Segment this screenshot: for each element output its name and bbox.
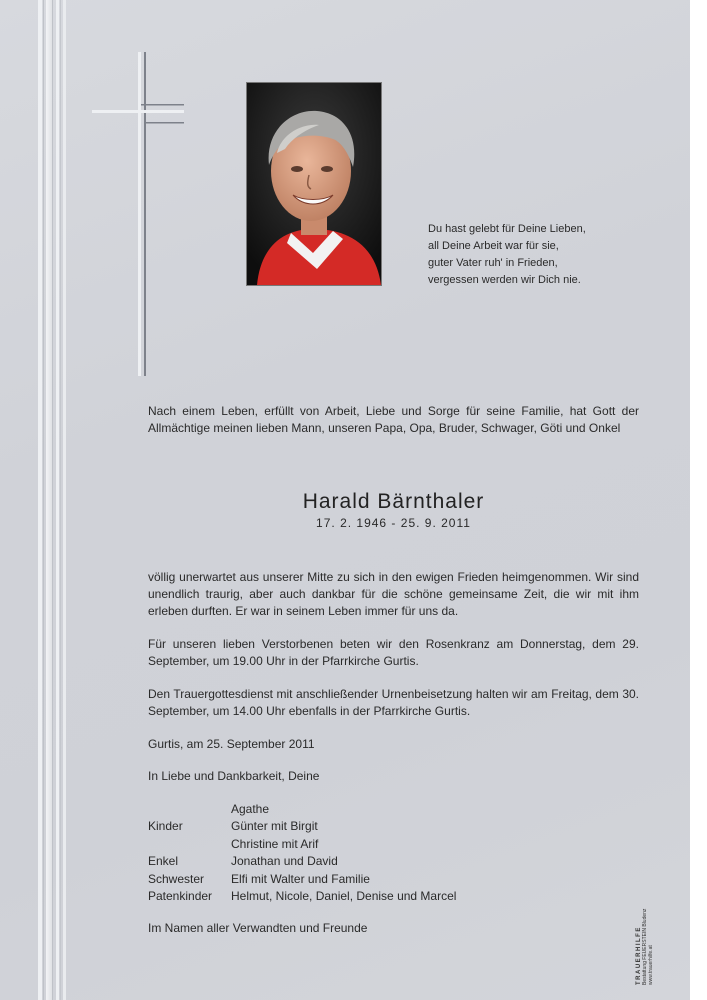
deceased-name: Harald Bärnthaler [302,490,485,513]
decorative-stripe [52,0,53,1000]
decorative-stripe [56,0,59,1000]
family-row [148,871,456,888]
family-label: Schwester [148,871,205,886]
family-name: Elfi mit Walter und Familie [231,871,370,886]
family-row [148,888,456,905]
poem-line: all Deine Arbeit war für sie, [428,240,559,252]
family-name: Agathe [231,802,270,816]
family-label: Enkel [148,854,179,869]
logo-brand: TRAUERHILFE [636,926,642,985]
family-row [148,836,456,853]
family-name: Christine mit Arif [231,836,319,851]
poem-line: vergessen werden wir Dich nie. [428,274,581,286]
family-row [148,853,456,870]
paragraph: Für unseren lieben Verstorbenen beten wir den Rosenkranz am Donnerstag, dem 29. September, um 19.00 Uhr in der Pfarrkirche Gurtis. [148,637,639,668]
family-name: Helmut, Nicole, Daniel, Denise und Marcel [231,888,457,903]
poem-line: guter Vater ruh' in Frieden, [428,257,558,269]
decorative-stripe [38,0,42,1000]
poem-line: Du hast gelebt für Deine Lieben, [428,223,586,235]
greeting: In Liebe und Dankbarkeit, Deine [148,769,320,783]
family-label: Kinder [148,819,183,834]
memorial-poem [428,221,658,289]
funeral-service-logo [636,870,666,985]
logo-line: www.trauerhilfe.at [648,945,654,985]
decorative-stripe [63,0,66,1000]
family-label [148,836,231,853]
decorative-stripe [60,0,61,1000]
announcement-body [148,569,639,736]
family-row [148,801,456,818]
family-name: Günter mit Birgit [231,819,318,834]
cross-icon [92,52,184,376]
closing-line: Im Namen aller Verwandten und Freunde [148,921,368,935]
intro-text: Nach einem Leben, erfüllt von Arbeit, Liebe und Sorge für seine Familie, hat Gott der Allmächtige meinen lieben Mann, unseren Papa, Opa, Bruder, Schwager, Göti und Onkel [148,404,639,435]
paragraph: völlig unerwartet aus unserer Mitte zu sich in den ewigen Frieden heimgenommen. Wir sind unendlich traurig, aber auch dankbar für die schöne gemeinsame Zeit, die wir mit ihm erleben durften. Er war in seinem Leben immer für uns da. [148,570,639,618]
family-label: Patenkinder [148,888,213,903]
portrait-photo [246,82,382,286]
family-list [148,801,456,905]
family-label [148,801,231,818]
place-date: Gurtis, am 25. September 2011 [148,737,315,751]
logo-line: Bestattung FEUERSTEIN Bludenz [642,908,648,985]
decorative-stripe [43,0,44,1000]
paragraph: Den Trauergottesdienst mit anschließender Urnenbeisetzung halten wir am Freitag, dem 30. September, um 14.00 Uhr ebenfalls in der Pfarrkirche Gurtis. [148,687,639,718]
life-dates: 17. 2. 1946 - 25. 9. 2011 [316,516,471,530]
family-row [148,818,456,835]
family-name: Jonathan und David [231,854,338,869]
